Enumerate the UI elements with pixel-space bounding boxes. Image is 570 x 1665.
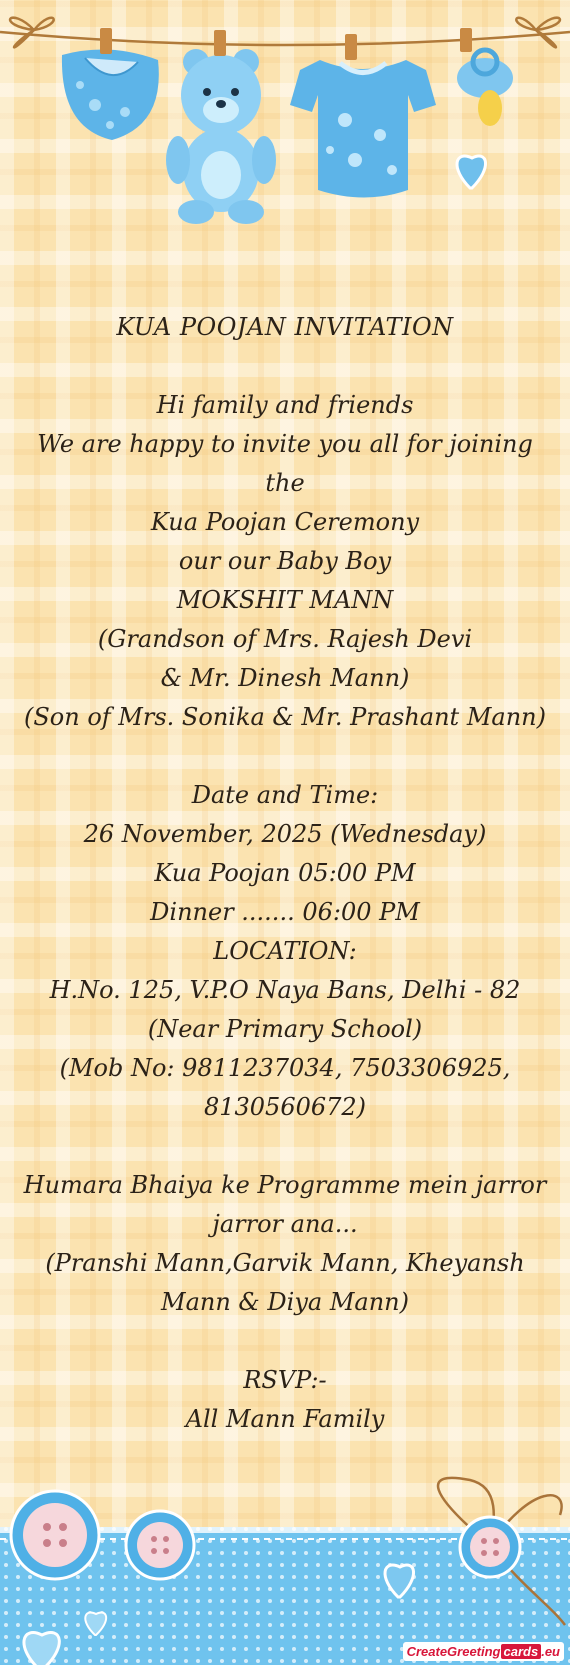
clothespin-icon [460,28,472,52]
invitation-text [20,308,550,1439]
note-line: jarror ana... [212,1210,358,1238]
note-line: Humara Bhaiya ke Programme mein jarror [23,1171,547,1199]
top-illustration [0,0,570,250]
heart-icon [457,156,486,188]
clothesline [0,32,570,45]
rsvp-name: All Mann Family [185,1405,385,1433]
poojan-time: Kua Poojan 05:00 PM [154,859,416,887]
rsvp-heading: RSVP:- [243,1366,327,1394]
teddy-bear-icon [166,49,276,224]
button-icon [126,1511,194,1579]
baby-onesie-icon [290,60,436,198]
grandson-line: & Mr. Dinesh Mann) [160,664,410,692]
address: H.No. 125, V.P.O Naya Bans, Delhi - 82 [49,976,521,1004]
invitation-title: KUA POOJAN INVITATION [116,313,454,341]
clothespin-icon [345,34,357,60]
date-heading: Date and Time: [191,781,379,809]
location-heading: LOCATION: [213,937,357,965]
grandson-line: (Grandson of Mrs. Rajesh Devi [97,625,473,653]
for-line: our our Baby Boy [178,547,392,575]
ceremony-name: Kua Poojan Ceremony [150,508,420,536]
son-line: (Son of Mrs. Sonika & Mr. Prashant Mann) [24,703,546,731]
landmark: (Near Primary School) [147,1015,423,1043]
kids-line: Mann & Diya Mann) [161,1288,409,1316]
clothespin-icon [214,30,226,56]
bottom-illustration [0,1475,570,1665]
invite-line: We are happy to invite you all for joining [37,430,533,458]
baby-name: MOKSHIT MANN [176,586,394,614]
button-icon [11,1491,99,1579]
kids-line: (Pranshi Mann,Garvik Mann, Kheyansh [45,1249,525,1277]
brand-suffix: .eu [541,1644,560,1659]
clothespin-icon [100,28,112,54]
event-date: 26 November, 2025 (Wednesday) [83,820,487,848]
mobile-numbers: (Mob No: 9811237034, 7503306925, [59,1054,511,1082]
brand-text: CreateGreeting [406,1644,501,1659]
brand-accent: cards [501,1644,542,1659]
baby-bib-icon [62,50,159,140]
pacifier-icon [457,50,513,126]
invite-line: the [265,469,305,497]
mobile-numbers: 8130560672) [203,1093,367,1121]
brand-watermark [403,1642,564,1661]
greeting: Hi family and friends [156,391,414,419]
dinner-time: Dinner ....... 06:00 PM [150,898,420,926]
